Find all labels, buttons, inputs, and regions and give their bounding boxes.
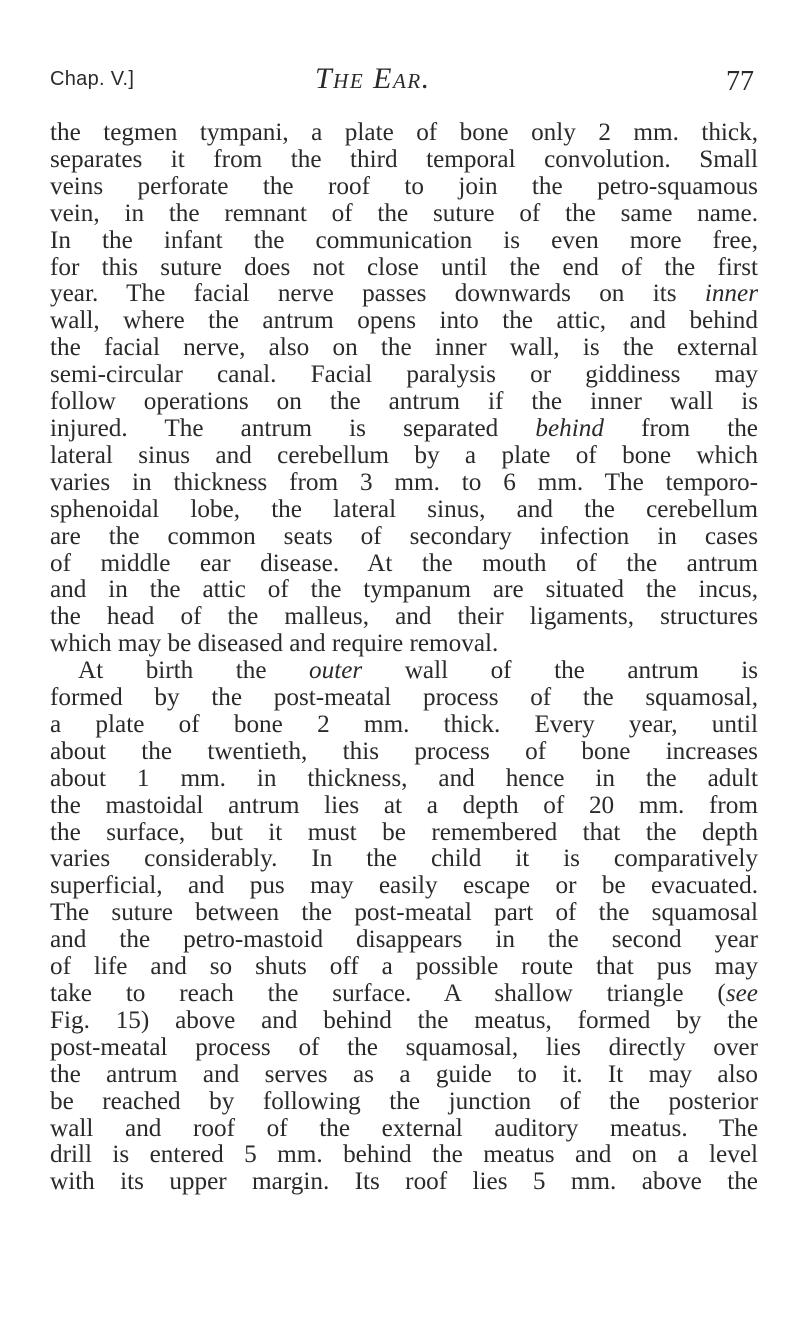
text-segment: from the	[603, 414, 758, 442]
text-line: Fig. 15) above and behind the meatus, formed by the	[50, 1006, 758, 1034]
text-line	[50, 658, 758, 685]
text-line	[50, 281, 758, 308]
text-line: and the petro-mastoid disappears in the second year	[50, 926, 758, 954]
page-number: 77	[726, 66, 754, 97]
text-line: the surface, but it must be remembered that the depth	[50, 818, 758, 846]
italic-word: outer	[309, 657, 363, 685]
text-line: lateral sinus and cerebellum by a plate of bone which	[50, 441, 758, 469]
text-line: wall, where the antrum opens into the attic, and behind	[50, 307, 758, 335]
text-line: the mastoidal antrum lies at a depth of 20 mm. from	[50, 791, 758, 819]
text-line: which may be diseased and require removal.	[50, 630, 499, 658]
text-line: superficial, and pus may easily escape or be evacuated.	[50, 872, 758, 900]
italic-word: behind	[535, 414, 604, 442]
running-head	[50, 62, 758, 102]
text-line	[50, 981, 758, 1008]
text-segment: year. The facial nerve passes downwards on its	[50, 280, 705, 308]
text-line: separates it from the third temporal convolution. Small	[50, 145, 758, 173]
text-line: the tegmen tympani, a plate of bone only 2 mm. thick,	[50, 119, 758, 146]
italic-word: inner	[704, 280, 758, 308]
text-line: of life and so shuts off a possible route that pus may	[50, 953, 758, 981]
text-line: for this suture does not close until the end of the first	[50, 253, 758, 281]
text-line: be reached by following the junction of the posterior	[50, 1087, 758, 1115]
text-line	[50, 416, 758, 443]
text-line: vein, in the remnant of the suture of the same name.	[50, 199, 758, 227]
text-line: follow operations on the antrum if the inner wall is	[50, 388, 758, 416]
italic-word: see	[725, 980, 758, 1007]
text-line: varies considerably. In the child it is comparatively	[50, 845, 758, 873]
text-line: sphenoidal lobe, the lateral sinus, and the cerebellum	[50, 495, 758, 523]
text-line: the head of the malleus, and their ligaments, structures	[50, 603, 758, 631]
text-line: formed by the post-meatal process of the squamosal,	[50, 684, 758, 712]
text-line: veins perforate the roof to join the petro-squamous	[50, 172, 758, 200]
running-title: The Ear.	[315, 62, 431, 95]
text-segment: take to reach the surface. A shallow triangle (	[50, 980, 726, 1007]
text-line: about the twentieth, this process of bone increases	[50, 737, 758, 765]
text-segment: injured. The antrum is separated	[50, 414, 536, 442]
text-line: and in the attic of the tympanum are situated the incus,	[50, 576, 758, 604]
text-line: are the common seats of secondary infection in cases	[50, 522, 758, 550]
text-line: a plate of bone 2 mm. thick. Every year, until	[50, 710, 758, 738]
body-text	[50, 120, 758, 1196]
text-line: semi-circular canal. Facial paralysis or giddiness may	[50, 361, 758, 389]
text-segment: At birth the	[78, 657, 310, 685]
text-line: about 1 mm. in thickness, and hence in the adult	[50, 764, 758, 792]
text-line: post-meatal process of the squamosal, lies directly over	[50, 1033, 758, 1061]
chapter-marker: Chap. V.]	[50, 68, 135, 90]
text-line: the facial nerve, also on the inner wall, is the external	[50, 334, 758, 362]
text-line: the antrum and serves as a guide to it. It may also	[50, 1060, 758, 1088]
text-segment: wall of the antrum is	[362, 657, 758, 685]
text-line: varies in thickness from 3 mm. to 6 mm. The temporo-	[50, 468, 758, 496]
text-line: In the infant the communication is even more free,	[50, 226, 758, 254]
text-line: wall and roof of the external auditory meatus. The	[50, 1114, 758, 1142]
text-line: of middle ear disease. At the mouth of the antrum	[50, 549, 758, 577]
text-line: The suture between the post-meatal part of the squamosal	[50, 899, 758, 927]
text-line: drill is entered 5 mm. behind the meatus and on a level	[50, 1141, 758, 1169]
book-page	[50, 62, 758, 1196]
text-line: with its upper margin. Its roof lies 5 mm. above the	[50, 1168, 758, 1196]
